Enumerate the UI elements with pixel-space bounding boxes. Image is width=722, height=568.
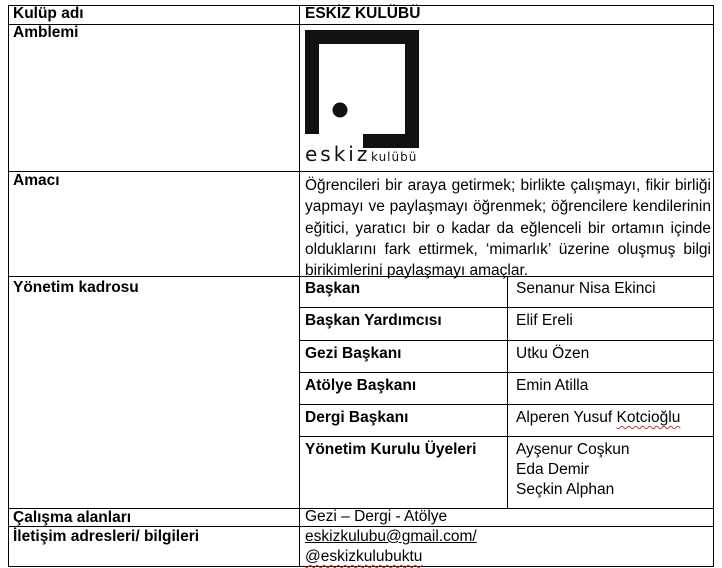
contact-email[interactable]: eskizkulubu@gmail.com/: [305, 528, 477, 545]
role-atolye-baskani: Atölye Başkanı: [305, 377, 417, 394]
role-baskan-yardimcisi: Başkan Yardımcısı: [305, 312, 442, 329]
role-gezi-baskani: Gezi Başkanı: [305, 345, 402, 362]
eskiz-club-logo: [305, 30, 425, 166]
row-border: [8, 24, 714, 25]
purpose-label: Amacı: [13, 172, 60, 189]
club-name-value: ESKİZ KULÜBÜ: [305, 5, 421, 22]
role-dergi-baskani: Dergi Başkanı: [305, 409, 409, 426]
member-name-surname: Kotcioğlu: [616, 409, 681, 426]
work-areas-value: Gezi – Dergi - Atölye: [305, 508, 448, 525]
subcolumn-divider: [507, 276, 508, 508]
contact-handle[interactable]: [305, 547, 422, 567]
member-name: Senanur Nisa Ekinci: [516, 280, 656, 297]
emblem-label: Amblemi: [13, 24, 79, 41]
contact-label: İletişim adresleri/ bilgileri: [13, 528, 200, 545]
club-name-label: Kulüp adı: [13, 5, 84, 22]
logo-text-kulubu: kulübü: [371, 150, 418, 164]
row-border: [8, 171, 714, 172]
table-left-border: [8, 5, 9, 567]
member-name: Seçkin Alphan: [516, 481, 615, 498]
table-right-border: [713, 5, 714, 567]
logo-text-eskiz: eskiz: [305, 142, 371, 166]
member-name: Emin Atilla: [516, 377, 589, 394]
management-label: Yönetim kadrosu: [13, 279, 139, 296]
role-baskan: Başkan: [305, 280, 361, 297]
work-areas-label: Çalışma alanları: [13, 509, 132, 526]
member-name-first: Alperen Yusuf: [516, 409, 613, 426]
role-yonetim-kurulu-uyeleri: Yönetim Kurulu Üyeleri: [305, 441, 477, 458]
purpose-text: Öğrencileri bir araya getirmek; birlikte çalışmayı, fikir birliği yapmayı ve paylaşmayı öğrenmek; öğrencilere kendilerinin eğitici, yaratıcı bir o kadar da eğlenceli bir ortamın içinde olduklarını fark ettirmek, ‘mimarlık’ üzerine oluşmuş bilgi birikimlerini paylaşmayı amaçlar.: [305, 177, 711, 280]
member-name: [516, 408, 680, 428]
column-divider: [299, 5, 300, 567]
member-name: Eda Demir: [516, 461, 590, 478]
member-name: Elif Ereli: [516, 312, 573, 329]
member-name: Utku Özen: [516, 345, 590, 362]
member-name: Ayşenur Coşkun: [516, 441, 630, 458]
contact-handle-text[interactable]: @eskizkulubuktu: [305, 548, 423, 565]
